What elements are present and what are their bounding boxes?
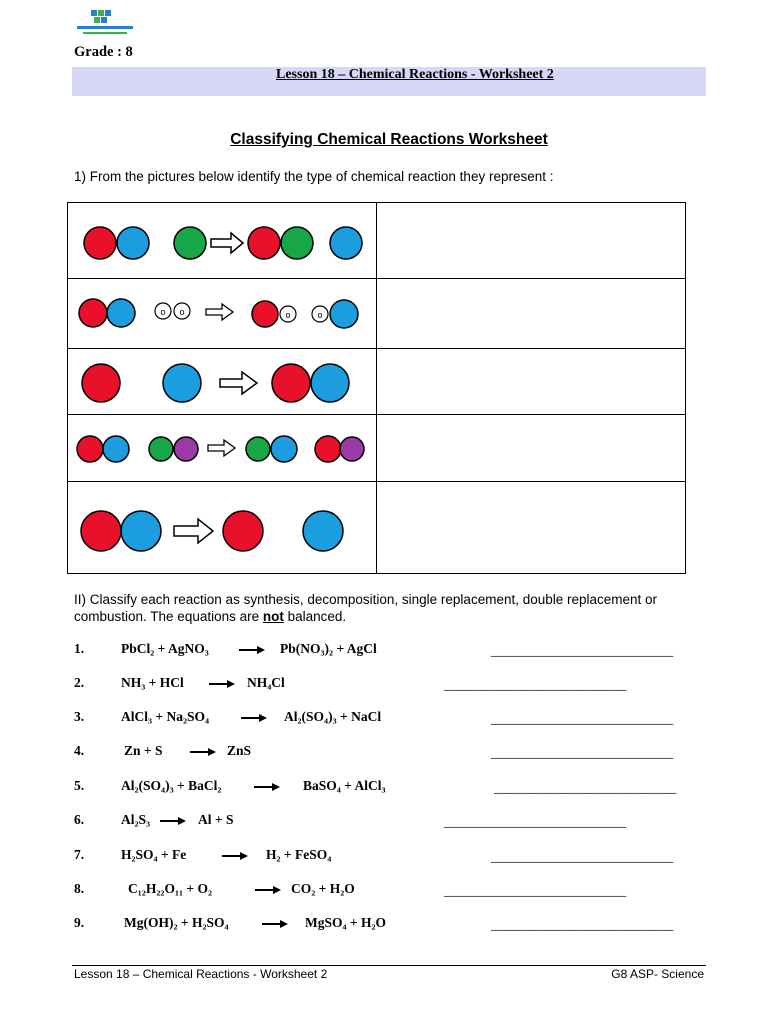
footer-right-text: G8 ASP- Science [611, 967, 704, 981]
equation-row [0, 709, 768, 729]
equation-reactants: Al₂S₃ [121, 812, 151, 827]
equation-products: Pb(NO₃)₂ + AgCl [280, 641, 377, 656]
reaction-picture-3 [68, 349, 377, 415]
reaction-arrow-icon [209, 679, 235, 689]
answer-blank[interactable]: ___________________________ [491, 917, 674, 932]
question-1-prompt: 1) From the pictures below identify the type of chemical reaction they represent : [74, 169, 554, 184]
question-2-prompt [74, 591, 724, 625]
equation-reactants: AlCl₃ + Na₂SO₄ [121, 709, 210, 724]
equation-products: ZnS [227, 743, 252, 758]
question-2-text: II) Classify each reaction as synthesis, decomposition, single replacement, double replacement or combustion. The equations are [74, 592, 658, 624]
equation-products: Al + S [198, 812, 234, 827]
equation-reactants: Al₂(SO₄)₃ + BaCl₂ [121, 778, 222, 793]
question-2-emphasis: not [262, 609, 284, 624]
reaction-picture-1 [68, 203, 377, 279]
equation-number: 6. [74, 812, 85, 827]
equation-number: 9. [74, 915, 85, 930]
answer-cell-4[interactable] [376, 415, 686, 482]
reaction-arrow-icon [255, 885, 281, 895]
equation-reactants: Zn + S [124, 743, 163, 758]
answer-blank[interactable]: ___________________________ [444, 814, 627, 829]
svg-text:o: o [285, 310, 291, 320]
reaction-arrow-icon [262, 919, 288, 929]
equation-row [0, 641, 768, 661]
equation-number: 1. [74, 641, 85, 656]
reaction-arrow-icon [222, 851, 248, 861]
equation-reactants: PbCl₂ + AgNO₃ [121, 641, 209, 656]
equation-reactants: NH₃ + HCl [121, 675, 184, 690]
svg-text:o: o [179, 307, 185, 317]
equation-reactants: C₁₂H₂₂O₁₁ + O₂ [128, 881, 213, 896]
answer-cell-1[interactable] [376, 203, 686, 279]
equation-row [0, 881, 768, 901]
equation-reactants: Mg(OH)₂ + H₂SO₄ [124, 915, 229, 930]
reaction-picture-2 [68, 279, 377, 349]
equation-products: Al₂(SO₄)₃ + NaCl [284, 709, 382, 724]
answer-cell-2[interactable] [376, 279, 686, 349]
equation-products: MgSO₄ + H₂O [305, 915, 387, 930]
equation-products: H₂ + FeSO₄ [266, 847, 332, 862]
equation-row [0, 847, 768, 867]
footer-divider [72, 965, 706, 966]
reaction-pictures-table [67, 202, 686, 574]
equation-number: 7. [74, 847, 85, 862]
reaction-picture-4 [68, 415, 377, 482]
answer-cell-3[interactable] [376, 349, 686, 415]
equation-row [0, 812, 768, 832]
equation-number: 5. [74, 778, 85, 793]
equation-products: CO₂ + H₂O [291, 881, 355, 896]
answer-blank[interactable]: ___________________________ [491, 745, 674, 760]
equation-products: BaSO₄ + AlCl₃ [303, 778, 386, 793]
equation-number: 8. [74, 881, 85, 896]
reaction-arrow-icon [239, 645, 265, 655]
school-logo [73, 8, 137, 40]
equation-reactants: H₂SO₄ + Fe [121, 847, 187, 862]
grade-label: Grade : 8 [74, 44, 133, 60]
lesson-title: Lesson 18 – Chemical Reactions - Worksheet 2 [276, 67, 554, 82]
answer-blank[interactable]: ___________________________ [491, 643, 674, 658]
equation-number: 3. [74, 709, 85, 724]
reaction-arrow-icon [160, 816, 186, 826]
equation-number: 2. [74, 675, 85, 690]
answer-cell-5[interactable] [376, 482, 686, 574]
answer-blank[interactable]: ___________________________ [491, 711, 674, 726]
reaction-picture-5 [68, 482, 377, 574]
answer-blank[interactable]: ___________________________ [491, 849, 674, 864]
reaction-arrow-icon [190, 747, 216, 757]
svg-text:o: o [160, 307, 166, 317]
reaction-arrow-icon [254, 782, 280, 792]
equation-row [0, 743, 768, 763]
equation-row [0, 778, 768, 798]
svg-text:o: o [317, 310, 323, 320]
worksheet-title: Classifying Chemical Reactions Worksheet [230, 131, 548, 148]
footer-left-text: Lesson 18 – Chemical Reactions - Worksheet 2 [74, 967, 328, 981]
answer-blank[interactable]: ___________________________ [444, 677, 627, 692]
equation-row [0, 675, 768, 695]
equation-row [0, 915, 768, 935]
equation-products: NH₄Cl [247, 675, 285, 690]
question-2-text-end: balanced. [283, 609, 347, 624]
answer-blank[interactable]: ___________________________ [494, 780, 677, 795]
answer-blank[interactable]: ___________________________ [444, 883, 627, 898]
reaction-arrow-icon [241, 713, 267, 723]
equation-number: 4. [74, 743, 85, 758]
